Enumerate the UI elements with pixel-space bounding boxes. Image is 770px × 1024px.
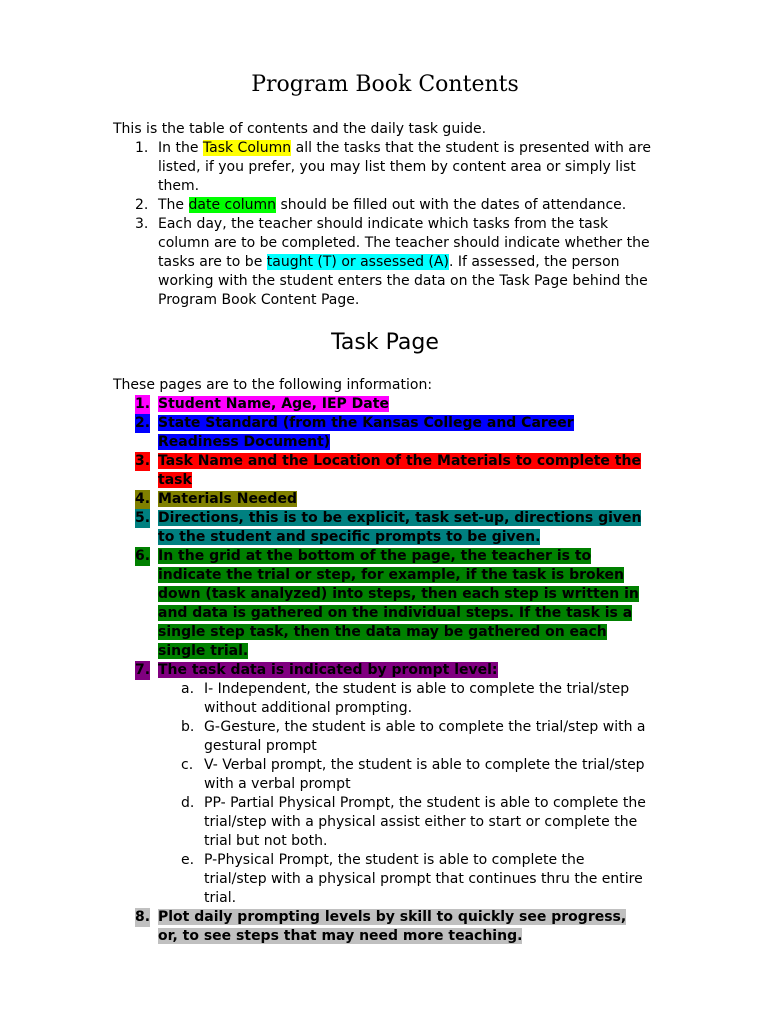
page-title: Program Book Contents (251, 72, 519, 97)
highlight-date-column: date column (188, 197, 277, 213)
intro-text: This is the table of contents and the daily task guide. (113, 121, 487, 137)
item-text-pre: The (158, 197, 189, 213)
task-page-item (0, 661, 648, 908)
item-text: G-Gesture, the student is able to complete the trial/step with a gestural prompt (204, 719, 646, 754)
prompt-level-item (158, 680, 649, 718)
item-number: 4. (135, 491, 151, 507)
item-letter: d. (181, 795, 195, 811)
item-number: 5. (135, 510, 151, 526)
item-number: 1. (135, 140, 149, 156)
item-letter: c. (181, 757, 194, 773)
guide-item (0, 215, 658, 310)
item-text: The task data is indicated by prompt level: (158, 662, 498, 678)
item-text: V- Verbal prompt, the student is able to complete the trial/step with a verbal prompt (204, 757, 645, 792)
guide-item (0, 139, 658, 196)
item-number: 8. (135, 909, 151, 925)
item-text: In the grid at the bottom of the page, the teacher is to indicate the trial or step, for example, if the task is broken down (task analyzed) into steps, then each step is written in and data is gathered on the individual steps. If the task is a single step task, then the data may be gathered on each single trial. (158, 548, 639, 659)
item-number: 1. (135, 396, 151, 412)
task-page-list (0, 395, 648, 946)
item-text: PP- Partial Physical Prompt, the student is able to complete the trial/step with a physical assist either to start or complete the trial but not both. (204, 795, 646, 849)
item-number: 3. (135, 216, 149, 232)
item-number: 6. (135, 548, 151, 564)
task-page-item (0, 395, 648, 414)
item-text-pre: In the (158, 140, 203, 156)
item-text: Plot daily prompting levels by skill to quickly see progress, or, to see steps that may need more teaching. (158, 909, 627, 944)
item-text-post: should be filled out with the dates of attendance. (276, 197, 627, 213)
item-text: State Standard (from the Kansas College and Career Readiness Document) (158, 415, 574, 450)
prompt-level-item (158, 756, 649, 794)
prompt-level-item (158, 718, 649, 756)
item-text: Task Name and the Location of the Materials to complete the task (158, 453, 641, 488)
section-intro: These pages are to the following information: (113, 377, 433, 393)
item-number: 2. (135, 197, 149, 213)
item-letter: b. (181, 719, 195, 735)
item-number: 3. (135, 453, 151, 469)
guide-list (0, 139, 658, 310)
item-letter: e. (181, 852, 195, 868)
prompt-level-list (158, 680, 648, 908)
item-text: Materials Needed (158, 491, 297, 507)
task-page-item (0, 414, 648, 452)
prompt-level-item (158, 794, 649, 851)
prompt-level-item (158, 851, 649, 908)
item-text: P-Physical Prompt, the student is able to complete the trial/step with a physical prompt that continues thru the entire trial. (204, 852, 643, 906)
item-text-pre: Each day, the teacher should indicate which tasks from the task column are to be completed. The teacher should indicate whether the tasks are to be (158, 216, 650, 270)
task-page-item (0, 547, 648, 661)
highlight-taught-assessed: taught (T) or assessed (A) (266, 254, 449, 270)
highlight-task-column: Task Column (202, 140, 292, 156)
task-page-item (0, 452, 648, 490)
item-text-post: all the tasks that the student is presented with are listed, if you prefer, you may list them by content area or simply list them. (158, 140, 651, 194)
item-text: Student Name, Age, IEP Date (158, 396, 389, 412)
task-page-item (0, 490, 648, 509)
item-number: 7. (135, 662, 151, 678)
item-text: I- Independent, the student is able to complete the trial/step without additional prompting. (204, 681, 630, 716)
item-number: 2. (135, 415, 151, 431)
item-text-post: . If assessed, the person working with the student enters the data on the Task Page behind the Program Book Content Page. (158, 254, 648, 308)
task-page-item (0, 908, 648, 946)
guide-item (0, 196, 658, 215)
section-title: Task Page (331, 330, 439, 355)
task-page-item (0, 509, 648, 547)
item-text: Directions, this is to be explicit, task set-up, directions given to the student and specific prompts to be given. (158, 510, 642, 545)
item-letter: a. (181, 681, 195, 697)
